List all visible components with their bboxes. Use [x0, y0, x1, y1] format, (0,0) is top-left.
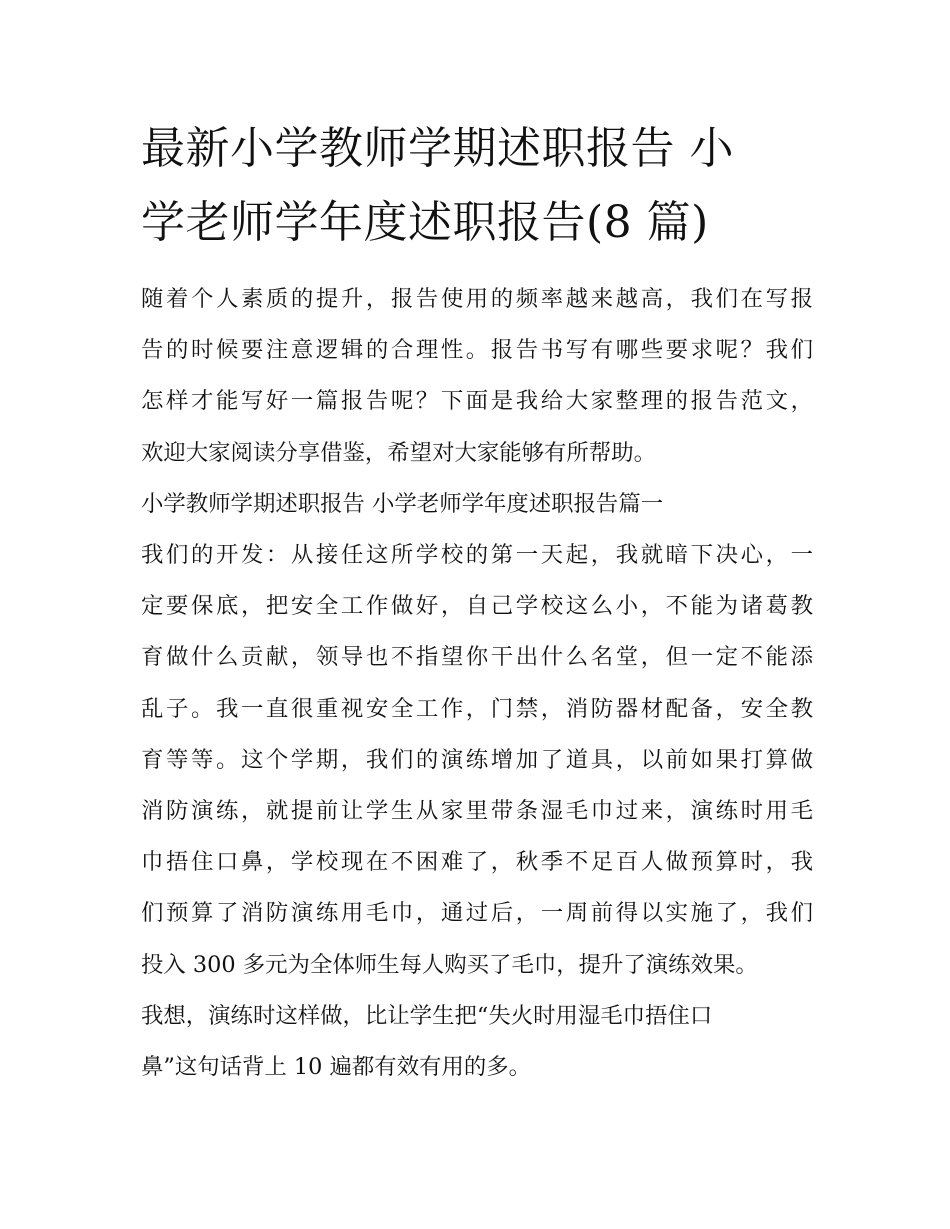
section-line: 乱子。我一直很重视安全工作，门禁，消防器材配备，安全教: [141, 695, 813, 722]
section-line: 育做什么贡献，领导也不指望你干出什么名堂，但一定不能添: [141, 644, 813, 671]
section-paragraph: [141, 530, 813, 1093]
section-line: 巾捂住口鼻，学校现在不困难了，秋季不足百人做预算时，我: [141, 849, 813, 876]
document-page: [141, 112, 813, 1093]
section-line: 定要保底，把安全工作做好，自己学校这么小，不能为诸葛教: [141, 593, 813, 620]
title-line: 最新小学教师学期述职报告 小: [141, 123, 734, 174]
document-title: [141, 112, 813, 260]
title-line: 学老师学年度述职报告(8 篇): [141, 197, 709, 248]
section-line: 育等等。这个学期，我们的演练增加了道具，以前如果打算做: [141, 746, 813, 773]
intro-line: 怎样才能写好一篇报告呢？下面是我给大家整理的报告范文，: [141, 388, 813, 415]
section-line: 我想，演练时这样做，比让学生把“失火时用湿毛巾捂住口: [141, 1002, 713, 1029]
intro-line: 欢迎大家阅读分享借鉴，希望对大家能够有所帮助。: [141, 439, 656, 466]
section-line: 鼻”这句话背上 10 遍都有效有用的多。: [141, 1054, 532, 1081]
section-line: 我们的开发：从接任这所学校的第一天起，我就暗下决心，一: [141, 542, 813, 569]
intro-line: 告的时候要注意逻辑的合理性。报告书写有哪些要求呢？我们: [141, 337, 813, 364]
intro-line: 随着个人素质的提升，报告使用的频率越来越高，我们在写报: [141, 286, 813, 312]
section-line: 消防演练，就提前让学生从家里带条湿毛巾过来，演练时用毛: [141, 798, 813, 825]
section-heading: 小学教师学期述职报告 小学老师学年度述职报告篇一: [141, 490, 664, 517]
section-line: 们预算了消防演练用毛巾，通过后，一周前得以实施了，我们: [141, 900, 813, 927]
intro-paragraph: [141, 274, 813, 479]
section-line: 投入 300 多元为全体师生每人购买了毛巾，提升了演练效果。: [141, 951, 758, 978]
document-body: [141, 274, 813, 1093]
